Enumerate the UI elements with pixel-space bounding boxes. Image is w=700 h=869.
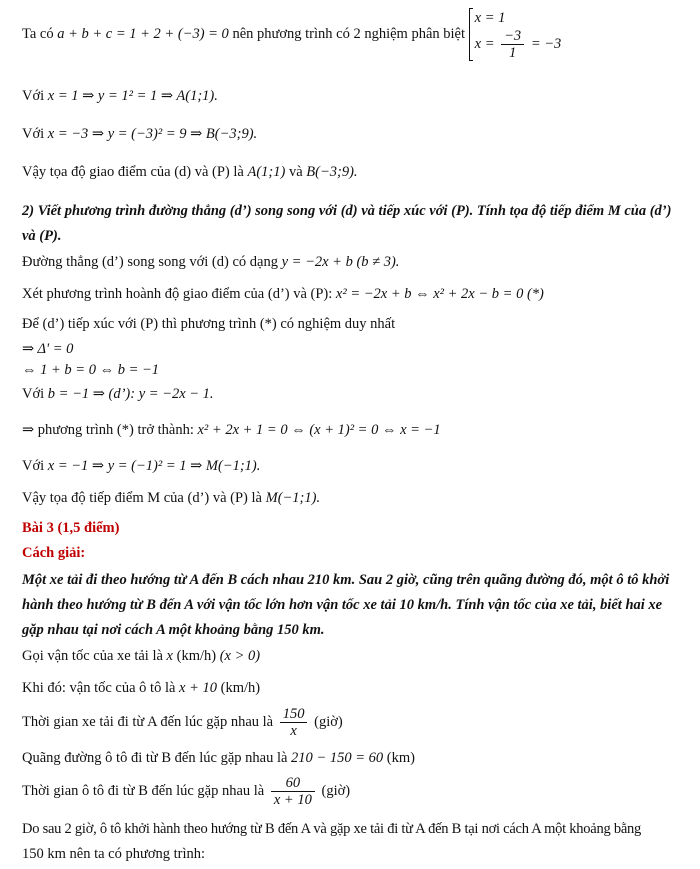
math-expr: x² + 2x + 1 = 0 ⇔ (x + 1)² = 0 ⇔ x = −1 (197, 422, 441, 438)
math-expr: B(−3;9). (306, 164, 358, 180)
math-expr: x = 1 ⇒ y = 1² = 1 ⇒ A(1;1). (47, 88, 218, 104)
text: nên phương trình có 2 nghiệm phân biệt (232, 25, 469, 42)
text: Với (22, 386, 48, 402)
line-tangent-form (22, 254, 686, 271)
line-car-time (22, 775, 686, 808)
text: Với (22, 88, 48, 104)
system-row-2 (475, 28, 562, 61)
math-expr: x + 10 (179, 680, 218, 696)
text: (km/h) (176, 648, 220, 664)
text: Với (22, 458, 48, 474)
text: Với (22, 126, 48, 142)
numerator: 60 (271, 775, 315, 792)
line-truck-time (22, 706, 686, 739)
math-expr: M(−1;1). (265, 490, 321, 506)
line-let-velocity (22, 648, 686, 665)
text: Thời gian ô tô đi từ B đến lúc gặp nhau là (22, 782, 268, 799)
line-point-a (22, 88, 686, 105)
text: Xét phương trình hoành độ giao điểm của (d’) và (P): (22, 286, 336, 302)
math-expr: 210 − 150 = 60 (291, 750, 384, 766)
line-equation-becomes (22, 422, 686, 439)
text: (giờ) (321, 782, 351, 799)
math-expr: x = −3 ⇒ y = (−3)² = 9 ⇒ B(−3;9). (47, 126, 258, 142)
denominator: x (290, 723, 297, 739)
line-sum-coefficients (22, 8, 686, 61)
line-abscissa-equation (22, 286, 686, 303)
line-tangent-conclusion (22, 490, 686, 507)
line-b-value: ⇔ 1 + b = 0 ⇔ b = −1 (22, 362, 160, 378)
text: ⇒ phương trình (*) trở thành: (22, 422, 198, 438)
system-row-1: x = 1 (474, 10, 506, 26)
text: (km) (386, 750, 415, 766)
text: Đường thẳng (d’) song song với (d) có dạng (22, 254, 282, 270)
line-car-distance (22, 750, 686, 767)
math-expr: = −3 (527, 35, 562, 52)
fraction (501, 28, 524, 61)
math-var: x (166, 648, 173, 664)
math-expr: a + b + c = 1 + 2 + (−3) = 0 (57, 25, 229, 42)
line-car-velocity (22, 680, 686, 697)
math-expr: (x > 0) (219, 648, 261, 664)
math-expr: x = (474, 35, 499, 52)
math-expr: b = −1 ⇒ (d’): y = −2x − 1. (47, 386, 214, 402)
solution-heading: Cách giải: (22, 545, 86, 561)
problem-statement-2: hành theo hướng từ B đến A với vận tốc lớn hơn vận tốc xe tải 10 km/h. Tính vận tốc của xe tải, biết hai xe (22, 597, 663, 613)
text: Vậy tọa độ giao điểm của (d) và (P) là (22, 164, 248, 180)
line-point-b (22, 126, 686, 143)
denominator: x + 10 (273, 792, 312, 808)
line-tangent-equation (22, 386, 686, 403)
question-2-heading: 2) Viết phương trình đường thẳng (d’) song song với (d) và tiếp xúc với (P). Tính tọa độ tiếp điểm M của (d’) (22, 203, 672, 219)
text: Vậy tọa độ tiếp điểm M của (d’) và (P) là (22, 490, 266, 506)
text: (giờ) (314, 713, 343, 730)
problem-3-heading: Bài 3 (1,5 điểm) (22, 520, 120, 536)
text: Thời gian xe tải đi từ A đến lúc gặp nhau là (22, 713, 277, 730)
problem-statement-3: gặp nhau tại nơi cách A một khoảng bằng 150 km. (22, 622, 325, 638)
text: Ta có (22, 25, 58, 42)
math-expr: x² = −2x + b ⇔ x² + 2x − b = 0 (*) (335, 286, 544, 302)
problem-statement-1: Một xe tải đi theo hướng từ A đến B cách nhau 210 km. Sau 2 giờ, cũng trên quãng đường đó, một ô tô khởi (22, 572, 670, 588)
math-expr: y = −2x + b (b ≠ 3). (281, 254, 400, 270)
fraction (280, 706, 308, 739)
numerator: 150 (280, 706, 308, 723)
text: và (288, 164, 307, 180)
solution-system (469, 8, 562, 61)
line-point-m (22, 458, 686, 475)
math-expr: A(1;1) (247, 164, 286, 180)
math-expr: x = −1 ⇒ y = (−1)² = 1 ⇒ M(−1;1). (47, 458, 261, 474)
fraction (271, 775, 315, 808)
line-unique-root-condition: Để (d’) tiếp xúc với (P) thì phương trình (*) có nghiệm duy nhất (22, 316, 396, 332)
text: (km/h) (220, 680, 261, 696)
line-intersection-conclusion (22, 164, 686, 181)
text: Gọi vận tốc của xe tải là (22, 648, 167, 664)
text: Quãng đường ô tô đi từ B đến lúc gặp nhau là (22, 750, 292, 766)
question-2-heading-cont: và (P). (22, 228, 62, 244)
line-reasoning-1: Do sau 2 giờ, ô tô khởi hành theo hướng từ B đến A và gặp xe tải đi từ A đến B tại nơi cách A một khoảng bằng (22, 821, 642, 837)
text: Khi đó: vận tốc của ô tô là (22, 680, 180, 696)
numerator: −3 (501, 28, 524, 45)
line-reasoning-2: 150 km nên ta có phương trình: (22, 846, 206, 862)
denominator: 1 (509, 45, 517, 61)
line-delta-zero: ⇒ Δ' = 0 (22, 341, 74, 357)
